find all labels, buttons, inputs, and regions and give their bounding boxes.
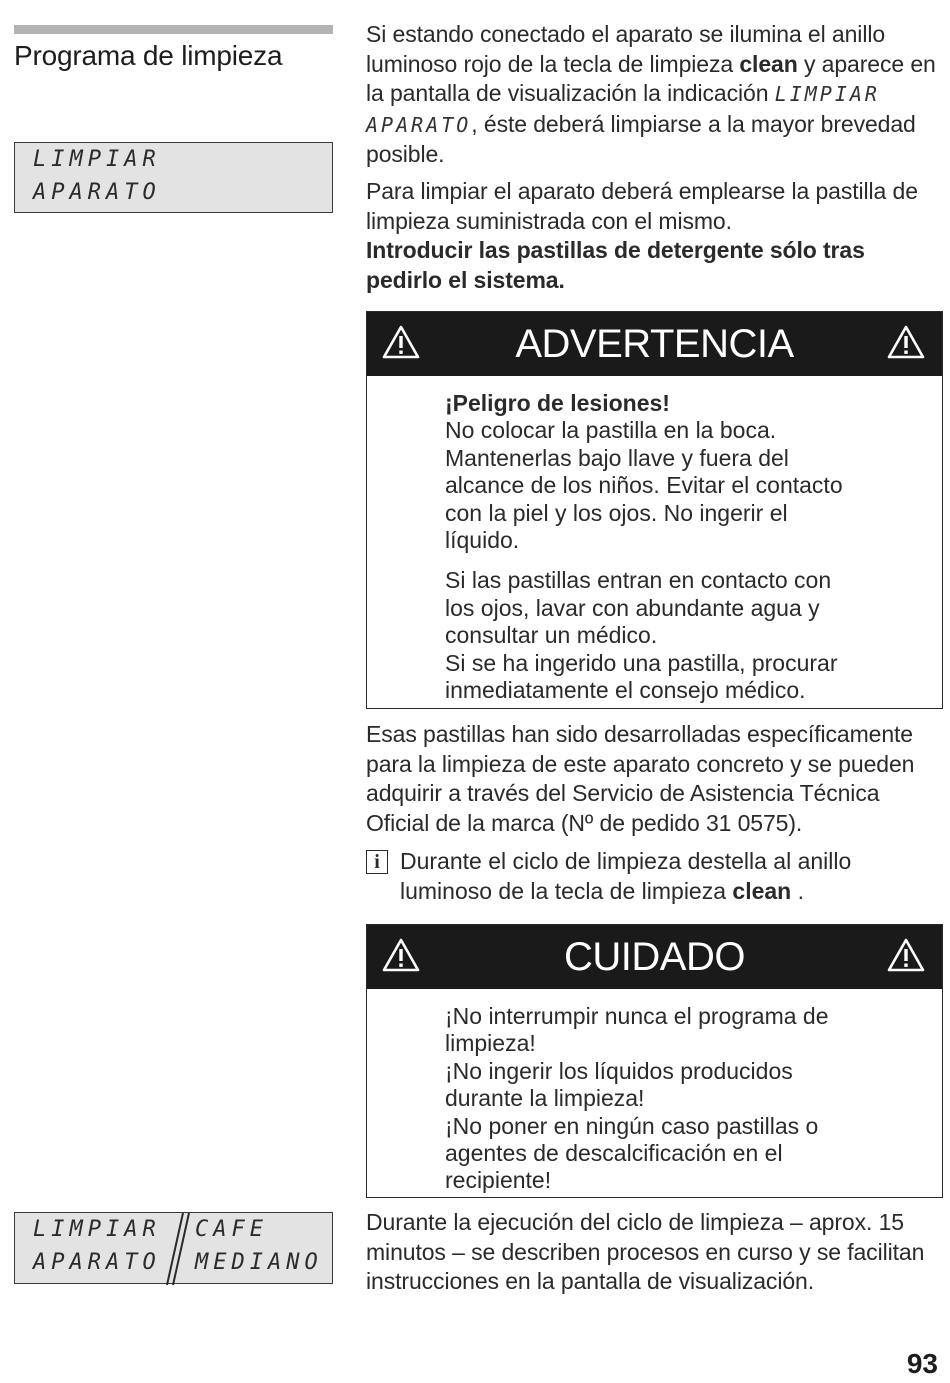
intro-text (366, 20, 942, 295)
warning-title: ADVERTENCIA (515, 321, 794, 366)
tablet-info-text: Esas pastillas han sido desarrolladas específicamente para la limpieza de este aparato concreto y se pueden adquirir a través del Servicio de Asistencia Técnica Oficial de la marca (Nº de pedido 31 0575). (366, 721, 915, 836)
caution-line: durante la limpieza! (445, 1085, 645, 1112)
warning-line: consultar un médico. (445, 622, 658, 649)
warning-triangle-icon (382, 325, 420, 359)
lcd-left-line-1: LIMPIAR (33, 1217, 161, 1242)
warning-line: Mantenerlas bajo llave y fuera del (445, 444, 789, 471)
tablet-info-paragraph (366, 720, 942, 838)
warning-line: con la piel y los ojos. No ingerir el (445, 499, 788, 526)
clean-key-label: clean (732, 877, 792, 904)
caution-body (367, 989, 942, 1195)
text-run: . (791, 877, 805, 904)
intro-paragraph-3: Introducir las pastillas de detergente sólo tras pedirlo el sistema. (366, 237, 865, 293)
caution-line: limpieza! (445, 1030, 536, 1057)
lcd-display-cleaning (14, 142, 333, 213)
warning-header (367, 312, 942, 376)
lcd-right-line-2: MEDIANO (195, 1250, 323, 1275)
warning-line: los ojos, lavar con abundante agua y (445, 594, 820, 621)
text-run: , éste deberá limpiarse a la mayor brevedad posible. (366, 110, 916, 168)
text-run: y aparece en la pantalla de visualización la indicación (366, 50, 936, 107)
closing-text: Durante la ejecución del ciclo de limpieza – aprox. 15 minutos – se describen procesos en curso y se facilitan instrucciones en la pantalla de visualización. (366, 1209, 925, 1295)
caution-box (366, 924, 943, 1198)
warning-line: inmediatamente el consejo médico. (445, 677, 806, 704)
warning-line: Si las pastillas entran en contacto con (445, 567, 832, 594)
lcd-line-1: LIMPIAR (33, 147, 161, 172)
warning-heading: ¡Peligro de lesiones! (445, 390, 670, 416)
caution-line: ¡No ingerir los líquidos producidos (445, 1057, 793, 1084)
lcd-indication-text: LIMPIAR APARATO (366, 82, 880, 137)
warning-triangle-icon (382, 938, 420, 972)
intro-paragraph-1 (366, 20, 942, 170)
intro-paragraph-2: Para limpiar el aparato deberá emplearse la pastilla de limpieza suministrada con el mismo. (366, 177, 918, 234)
closing-paragraph (366, 1208, 942, 1297)
section-rule (14, 25, 333, 34)
warning-triangle-icon (887, 938, 925, 972)
lcd-left-line-2: APARATO (33, 1250, 161, 1275)
lcd-right-line-1: CAFE (195, 1217, 268, 1242)
caution-line: ¡No poner en ningún caso pastillas o (445, 1112, 819, 1139)
lcd-line-2: APARATO (33, 180, 161, 205)
text-run: Durante el ciclo de limpieza destella al anillo luminoso de la tecla de limpieza (400, 848, 852, 904)
warning-box (366, 311, 943, 709)
info-note (366, 847, 942, 906)
text-run: Si estando conectado el aparato se ilumina el anillo luminoso rojo de la tecla de limpieza (366, 21, 886, 77)
warning-line: líquido. (445, 527, 520, 554)
section-heading: Programa de limpieza (14, 40, 283, 71)
caution-line: ¡No interrumpir nunca el programa de (445, 1003, 829, 1029)
alternation-slash-icon (161, 1211, 191, 1287)
warning-line: Si se ha ingerido una pastilla, procurar (445, 649, 838, 676)
warning-line: No colocar la pastilla en la boca. (445, 417, 777, 444)
clean-key-label: clean (739, 50, 798, 77)
caution-header (367, 925, 942, 989)
caution-line: recipiente! (445, 1167, 552, 1194)
warning-body (367, 376, 942, 704)
page-number: 93 (906, 1348, 938, 1379)
warning-line: alcance de los niños. Evitar el contacto (445, 472, 843, 499)
info-note-text (400, 847, 942, 906)
caution-line: agentes de descalcificación en el (445, 1140, 783, 1167)
caution-title: CUIDADO (564, 934, 745, 979)
lcd-display-alternating (14, 1212, 333, 1284)
warning-triangle-icon (887, 325, 925, 359)
info-icon: i (366, 850, 388, 874)
